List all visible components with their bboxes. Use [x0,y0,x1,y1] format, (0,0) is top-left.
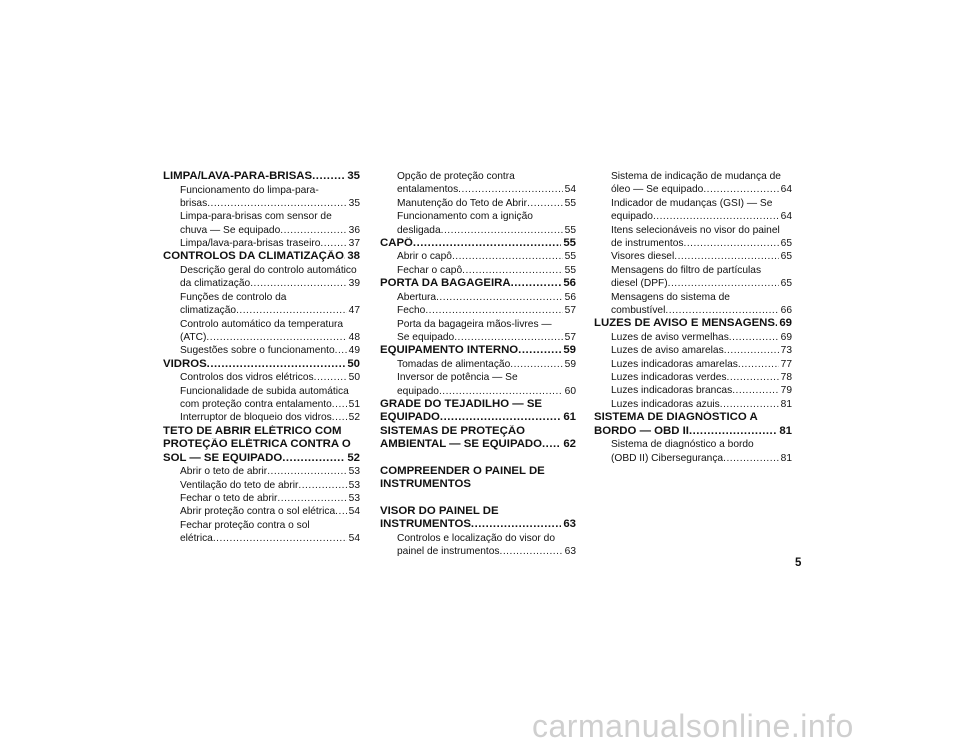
toc-entry-text: Manutenção do Teto de Abrir [397,197,528,209]
toc-section-heading[interactable] [380,277,576,291]
toc-subentry[interactable] [594,331,792,344]
leader-dots [320,237,346,250]
toc-page-number: 69 [780,331,792,343]
toc-entry-text: SISTEMA DE DIAGNÓSTICO A [594,411,758,424]
toc-page-number: 36 [348,224,360,236]
toc-subentry[interactable] [594,291,792,318]
toc-page-number: 63 [563,518,576,531]
leader-dots [703,183,778,196]
toc-entry-text: brisas [180,197,208,209]
toc-subentry[interactable] [594,344,792,357]
toc-page-number: 81 [780,398,792,410]
leader-dots [332,411,347,424]
toc-page-number: 66 [780,304,792,316]
toc-entry-text: desligada [397,224,441,236]
toc-section-heading[interactable] [163,170,360,184]
leader-dots [207,358,346,372]
toc-entry-text: Controlo automático da temperatura [180,318,344,330]
leader-dots [727,371,779,384]
toc-page-number: 59 [564,358,576,370]
toc-subentry[interactable] [380,197,576,210]
toc-subentry[interactable] [163,264,360,291]
toc-section-heading[interactable] [163,250,360,264]
toc-entry-text: Limpa-para-brisas com sensor de [180,211,332,223]
leader-dots [314,371,347,384]
leader-dots [471,518,561,532]
toc-entry-text: GRADE DO TEJADILHO — SE [380,397,543,410]
toc-section-heading[interactable] [380,344,576,358]
toc-subentry[interactable] [380,291,576,304]
toc-entry-text: COMPREENDER O PAINEL DE [380,464,545,477]
toc-section-heading[interactable] [380,465,576,492]
toc-page-number: 81 [779,424,792,437]
leader-dots [683,237,778,250]
toc-subentry[interactable] [380,250,576,263]
toc-entry-text: Abrir o teto de abrir [180,466,268,478]
leader-dots [335,344,347,357]
leader-dots [206,331,346,344]
leader-dots [282,452,345,466]
toc-entry-text: (OBD II) Cibersegurança [611,452,724,464]
toc-entry-text: entalamentos [397,184,459,196]
toc-entry-text: Fechar o capô [397,264,463,276]
toc-entry-text: combustível [611,304,666,316]
toc-page-number: 47 [348,305,360,317]
toc-entry-text: Funcionamento do limpa-para- [180,184,319,196]
toc-subentry[interactable] [380,358,576,371]
toc-page-number: 48 [348,331,360,343]
toc-subentry[interactable] [594,384,792,397]
toc-entry-text: VISOR DO PAINEL DE [380,504,499,517]
toc-subentry[interactable] [163,505,360,518]
toc-entry-text: diesel (DPF) [611,278,668,290]
leader-dots [413,237,561,251]
leader-dots [436,291,563,304]
toc-page-number: 59 [563,344,576,357]
toc-page-number: 49 [348,345,360,357]
toc-entry-text: Opção de proteção contra [397,171,515,182]
toc-entry-text: Sistema de indicação de mudança de [611,171,781,182]
spacer [380,452,576,465]
toc-subentry[interactable] [380,304,576,317]
toc-entry-text: CONTROLOS DA CLIMATIZAÇÃO [163,250,344,263]
toc-entry-text: CAPÔ [380,236,413,249]
toc-entry-text: Sugestões sobre o funcionamento [180,345,335,357]
toc-page-number: 57 [564,305,576,317]
leader-dots [724,344,779,357]
toc-subentry[interactable] [594,371,792,384]
toc-page-number: 52 [347,451,360,464]
toc-entry-text: Funcionalidade de subida automática [180,385,349,397]
toc-column-2 [380,170,576,559]
toc-entry-text: SISTEMAS DE PROTEÇÃO [380,424,525,437]
toc-entry-text: AMBIENTAL — SE EQUIPADO [380,438,543,451]
toc-subentry[interactable] [163,479,360,492]
toc-entry-text: com proteção contra entalamento [180,398,332,410]
toc-entry-text: Indicador de mudanças (GSI) — Se [611,197,773,209]
toc-page-number: 56 [564,291,576,303]
toc-section-heading[interactable] [380,505,576,532]
leader-dots [277,492,346,505]
leader-dots [738,358,779,371]
toc-entry-text: LUZES DE AVISO E MENSAGENS [594,317,776,330]
toc-page-number: 57 [564,331,576,343]
leader-dots [267,465,346,478]
leader-dots [440,411,561,425]
toc-page-number: 77 [780,358,792,370]
toc-page-number: 56 [563,277,576,290]
page-number: 5 [795,557,802,569]
toc-entry-text: painel de instrumentos [397,546,500,558]
toc-page-number: 39 [348,278,360,290]
leader-dots [689,425,777,439]
toc-entry-text: Visores diesel [611,251,675,263]
toc-page-number: 73 [780,345,792,357]
toc-page-number: 65 [780,237,792,249]
toc-column-1 [163,170,360,546]
leader-dots [425,304,562,317]
toc-subentry[interactable] [163,344,360,357]
leader-dots [441,224,563,237]
toc-subentry[interactable] [380,170,576,197]
toc-section-heading[interactable] [380,425,576,452]
toc-entry-text: Funcionamento com a ignição [397,211,533,223]
toc-subentry[interactable] [380,532,576,559]
toc-entry-text: Inversor de potência — Se [397,372,518,384]
toc-subentry[interactable] [594,224,792,251]
toc-entry-text: Tomadas de alimentação [397,358,511,370]
toc-entry-text: Itens selecionáveis no visor do painel [611,224,780,236]
toc-subentry[interactable] [163,385,360,412]
toc-section-heading[interactable] [594,317,792,331]
toc-entry-text: Luzes indicadoras verdes [611,371,727,383]
toc-page-number: 60 [564,385,576,397]
leader-dots [674,250,778,263]
toc-entry-text: equipado [611,211,653,223]
toc-entry-text: Porta da bagageira mãos-livres — [397,318,552,330]
toc-page-number: 54 [564,184,576,196]
toc-subentry[interactable] [163,291,360,318]
toc-entry-text: Luzes de aviso amarelas [611,345,724,357]
leader-dots [510,358,562,371]
toc-page-number: 50 [348,372,360,384]
toc-page-number: 52 [348,412,360,424]
toc-section-heading[interactable] [380,237,576,251]
toc-entry-text: Luzes indicadoras azuis [611,398,720,410]
toc-subentry[interactable] [163,210,360,237]
toc-page-number: 78 [780,371,792,383]
toc-subentry[interactable] [380,371,576,398]
leader-dots [207,197,346,210]
toc-subentry[interactable] [380,210,576,237]
toc-entry-text: INSTRUMENTOS [380,518,471,531]
leader-dots [723,452,779,465]
toc-subentry[interactable] [594,170,792,197]
toc-subentry[interactable] [163,411,360,424]
leader-dots [236,304,347,317]
toc-section-heading[interactable] [380,398,576,425]
leader-dots [720,398,779,411]
toc-entry-text: LIMPA/LAVA-PARA-BRISAS [163,170,313,182]
toc-entry-text: Fechar proteção contra o sol [180,519,310,531]
toc-entry-text: Funções de controlo da [180,291,287,303]
toc-page-number: 53 [348,493,360,505]
toc-entry-text: da climatização [180,278,251,290]
toc-entry-text: Ventilação do teto de abrir [180,479,299,491]
toc-page-number: 55 [564,251,576,263]
toc-entry-text: Mensagens do filtro de partículas [611,264,762,276]
toc-entry-text: Abrir o capô [397,251,452,263]
toc-section-heading[interactable] [594,411,792,438]
toc-entry-text: INSTRUMENTOS [380,478,471,491]
leader-dots [452,250,563,263]
toc-page-number: 35 [347,170,360,182]
toc-entry-text: EQUIPAMENTO INTERNO [380,344,519,357]
toc-entry-text: (ATC) [180,331,207,343]
toc-subentry[interactable] [163,237,360,250]
toc-subentry[interactable] [163,371,360,384]
toc-page-number: 65 [780,251,792,263]
leader-dots [250,277,346,290]
toc-page-number: 55 [564,224,576,236]
toc-page-number: 64 [780,211,792,223]
toc-page-number: 54 [348,533,360,545]
leader-dots [458,183,562,196]
toc-subentry[interactable] [380,318,576,345]
toc-entry-text: Controlos e localização do visor do [397,532,555,544]
toc-section-heading[interactable] [163,425,360,466]
watermark: carmanualsonline.info [532,708,854,744]
toc-column-3 [594,170,792,465]
toc-entry-text: Interruptor de bloqueio dos vidros [180,412,332,424]
toc-subentry[interactable] [594,358,792,371]
toc-entry-text: climatização [180,305,237,317]
toc-entry-text: EQUIPADO [380,411,440,424]
toc-entry-text: Luzes indicadoras brancas [611,385,733,397]
toc-page-number: 50 [347,357,360,370]
toc-page-number: 55 [564,264,576,276]
toc-entry-text: de instrumentos [611,237,684,249]
toc-entry-text: Limpa/lava-para-brisas traseiro [180,238,321,250]
toc-entry-text: VIDROS [163,357,207,370]
toc-page-number: 54 [348,506,360,518]
toc-section-heading[interactable] [163,358,360,372]
toc-page-number: 64 [780,184,792,196]
leader-dots [665,304,778,317]
toc-entry-text: elétrica [180,533,213,545]
leader-dots [462,264,563,277]
toc-entry-text: Luzes indicadoras amarelas [611,358,738,370]
toc-entry-text: Sistema de diagnóstico a bordo [611,439,754,451]
toc-subentry[interactable] [163,465,360,478]
toc-subentry[interactable] [163,492,360,505]
toc-subentry[interactable] [163,184,360,211]
toc-page-number: 37 [348,238,360,250]
toc-entry-text: Fechar o teto de abrir [180,493,278,505]
toc-page-number: 38 [347,250,360,263]
toc-entry-text: PROTEÇÃO ELÉTRICA CONTRA O [163,438,351,451]
toc-entry-text: Fecho [397,305,426,317]
toc-subentry[interactable] [163,519,360,546]
toc-entry-text: equipado [397,385,439,397]
leader-dots [668,277,779,290]
toc-page-number: 62 [563,438,576,451]
toc-entry-text: Descrição geral do controlo automático [180,264,357,276]
toc-entry-text: Controlos dos vidros elétricos [180,372,314,384]
toc-page-number: 35 [348,197,360,209]
toc-subentry[interactable] [380,264,576,277]
leader-dots [280,224,346,237]
leader-dots [518,344,561,358]
toc-entry-text: chuva — Se equipado [180,224,281,236]
toc-page-number: 63 [564,546,576,558]
leader-dots [653,210,779,223]
leader-dots [527,197,563,210]
leader-dots [511,277,562,291]
leader-dots [335,505,347,518]
leader-dots [542,438,561,452]
toc-entry-text: Luzes de aviso vermelhas [611,331,729,343]
toc-page-number: 79 [780,385,792,397]
toc-page-number: 55 [564,197,576,209]
toc-page-number: 53 [348,479,360,491]
leader-dots [213,532,347,545]
leader-dots [332,398,347,411]
leader-dots [439,385,563,398]
toc-subentry[interactable] [594,197,792,224]
toc-subentry[interactable] [594,438,792,465]
leader-dots [454,331,562,344]
spacer [380,492,576,505]
toc-entry-text: SOL — SE EQUIPADO [163,451,283,464]
toc-subentry[interactable] [594,250,792,263]
toc-page-number: 69 [779,317,792,330]
toc-subentry[interactable] [594,264,792,291]
toc-entry-text: Mensagens do sistema de [611,291,730,303]
toc-page-number: 65 [780,278,792,290]
toc-page-number: 51 [348,398,360,410]
toc-entry-text: Se equipado [397,331,455,343]
toc-entry-text: BORDO — OBD II [594,424,689,437]
toc-entry-text: óleo — Se equipado [611,184,704,196]
leader-dots [298,479,346,492]
toc-page-number: 53 [348,466,360,478]
toc-subentry[interactable] [163,318,360,345]
toc-subentry[interactable] [594,398,792,411]
toc-page-number: 61 [563,411,576,424]
leader-dots [500,545,563,558]
toc-page-number: 81 [780,452,792,464]
toc-entry-text: TETO DE ABRIR ELÉTRICO COM [163,424,342,437]
leader-dots [729,331,779,344]
toc-entry-text: Abrir proteção contra o sol elétrica [180,506,336,518]
toc-page-number: 55 [563,236,576,249]
toc-entry-text: PORTA DA BAGAGEIRA [380,277,511,290]
toc-entry-text: Abertura [397,291,437,303]
leader-dots [312,170,345,184]
leader-dots [732,384,778,397]
